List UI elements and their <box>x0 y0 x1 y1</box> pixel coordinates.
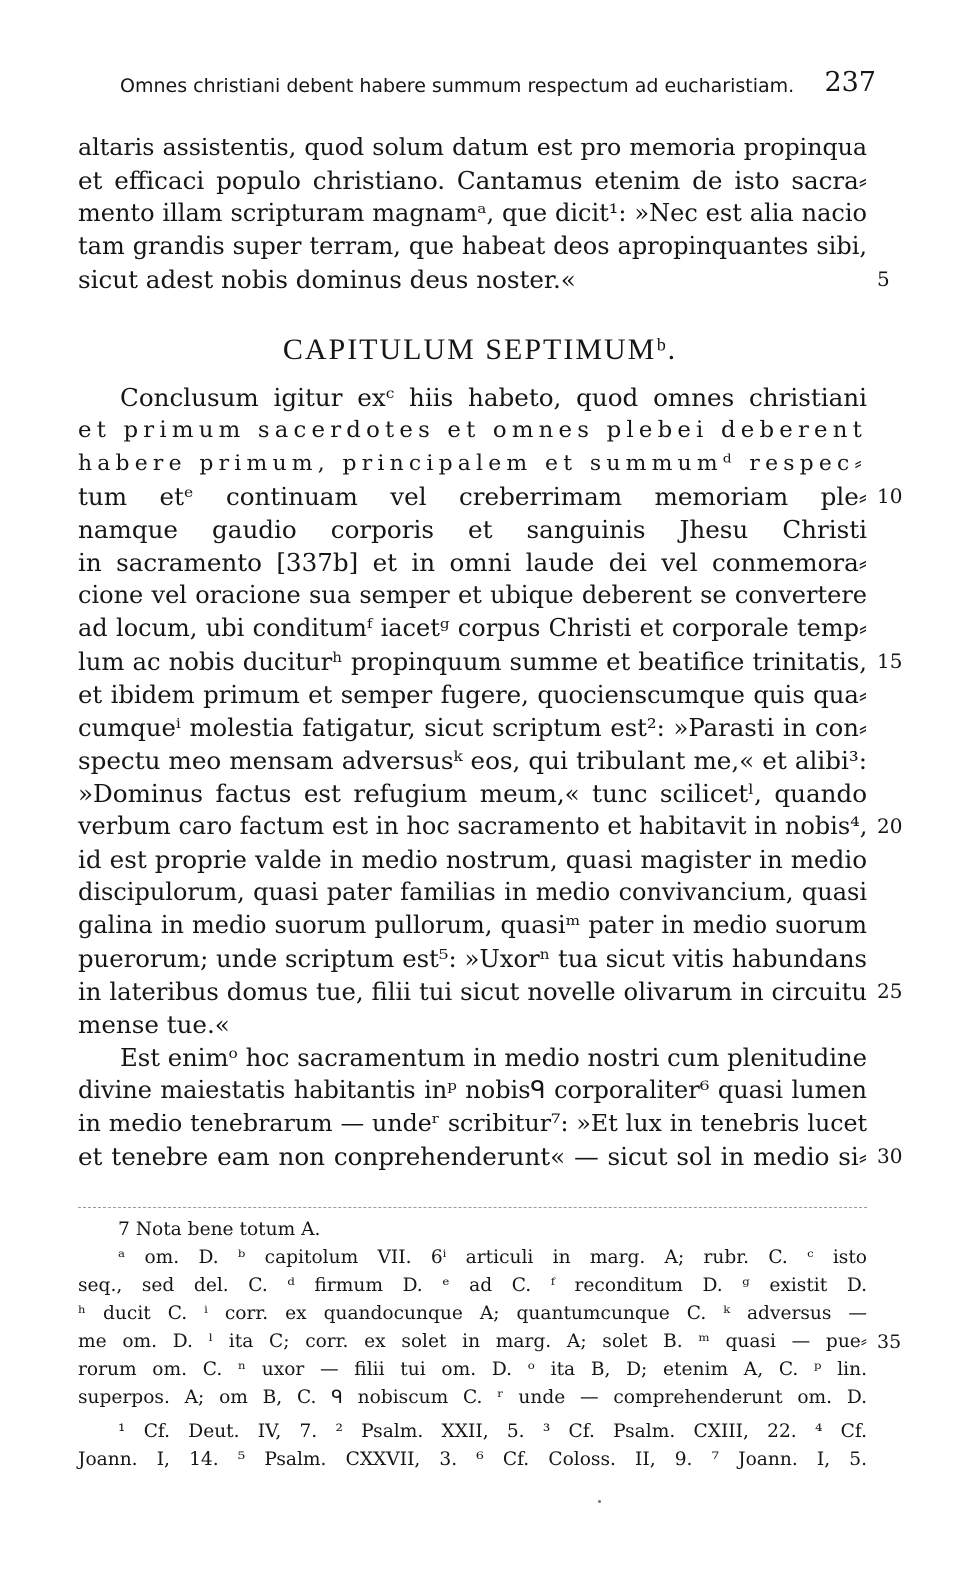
text-line: spectu meo mensam adversusᵏ eos, qui tribulant me,« et alibi³: <box>78 746 867 775</box>
running-head <box>120 68 880 104</box>
text-line: mense tue.« <box>78 1010 230 1039</box>
text-line: Conclusum igitur exᶜ hiis habeto, quod omnes christiani <box>120 383 867 412</box>
footnote-line: seq., sed del. C. ᵈ firmum D. ᵉ ad C. ᶠ reconditum D. ᵍ existit D. <box>78 1275 867 1296</box>
text-line: namque gaudio corporis et sanguinis Jhesu Christi <box>78 515 867 544</box>
text-line: et efficaci populo christiano. Cantamus etenim de isto sacra⸗ <box>78 166 867 195</box>
footnote-line: ʰ ducit C. ⁱ corr. ex quandocunque A; quantumcunque C. ᵏ adversus — <box>78 1303 867 1324</box>
line-number: 5 <box>877 267 890 291</box>
text-line: sicut adest nobis dominus deus noster.« <box>78 265 576 294</box>
text-line: »Dominus factus est refugium meum,« tunc scilicetˡ, quando <box>78 779 867 808</box>
text-line: Est enimᵒ hoc sacramentum in medio nostri cum plenitudine <box>120 1043 867 1072</box>
footnote-rule <box>78 1207 867 1208</box>
text-line: galina in medio suorum pullorum, quasiᵐ pater in medio suorum <box>78 911 867 939</box>
line-number: 35 <box>877 1331 902 1353</box>
footnote-line: ¹ Cf. Deut. IV, 7. ² Psalm. XXII, 5. ³ Cf. Psalm. CXIII, 22. ⁴ Cf. <box>118 1421 867 1442</box>
text-line: divine maiestatis habitantis inᵖ nobisᑫ corporaliter⁶ quasi lumen <box>78 1076 867 1104</box>
text-line: tam grandis super terram, que habeat deos apropinquantes sibi, <box>78 232 867 260</box>
text-line: cione vel oracione sua semper et ubique deberent se convertere <box>78 581 867 609</box>
footnote-line: superpos. A; om B, C. ᑫ nobiscum C. ʳ unde — comprehenderunt om. D. <box>78 1387 867 1408</box>
running-head-title: Omnes christiani debent habere summum respectum ad eucharistiam. <box>120 75 795 97</box>
text-line: mento illam scripturam magnamᵃ, que dicit¹: »Nec est alia nacio <box>78 199 867 227</box>
text-line: in sacramento [337b] et in omni laude dei vel conmemora⸗ <box>78 548 867 577</box>
text-line: in lateribus domus tue, filii tui sicut novelle olivarum in circuitu <box>78 977 867 1006</box>
footnote-line: me om. D. ˡ ita C; corr. ex solet in marg. A; solet B. ᵐ quasi — pue⸗ <box>78 1331 867 1352</box>
footnote-line: 7 Nota bene totum A. <box>118 1219 321 1240</box>
text-line: id est proprie valde in medio nostrum, quasi magister in medio <box>78 845 867 874</box>
paper-speck <box>598 1500 601 1503</box>
text-line: altaris assistentis, quod solum datum est pro memoria propinqua <box>78 133 867 161</box>
line-number: 15 <box>877 649 903 673</box>
text-line: verbum caro factum est in hoc sacramento et habitavit in nobis⁴, <box>78 812 868 840</box>
line-number: 10 <box>877 484 903 508</box>
footnote-line: rorum om. C. ⁿ uxor — filii tui om. D. ᵒ ita B, D; etenim A, C. ᵖ lin. <box>78 1359 867 1380</box>
text-line: tum etᵉ continuam vel creberrimam memoriam ple⸗ <box>78 482 867 511</box>
text-line: et primum sacerdotes et omnes plebei deberent <box>78 417 867 443</box>
chapter-heading: CAPITULUM SEPTIMUMᵇ. <box>282 333 678 366</box>
text-line: ad locum, ubi conditumᶠ iacetᵍ corpus Christi et corporale temp⸗ <box>78 614 867 642</box>
footnote-line: ᵃ om. D. ᵇ capitolum VII. 6ⁱ articuli in marg. A; rubr. C. ᶜ isto <box>118 1247 867 1268</box>
text-line: discipulorum, quasi pater familias in medio convivancium, quasi <box>78 878 867 906</box>
text-line: et tenebre eam non conprehenderunt« — sicut sol in medio si⸗ <box>78 1142 867 1171</box>
line-number: 20 <box>877 814 903 838</box>
text-line: et ibidem primum et semper fugere, quocienscumque quis qua⸗ <box>78 680 867 709</box>
text-line: lum ac nobis duciturʰ propinquum summe et beatifice trinitatis, <box>78 647 867 676</box>
footnote-line: Joann. I, 14. ⁵ Psalm. CXXVII, 3. ⁶ Cf. Coloss. II, 9. ⁷ Joann. I, 5. <box>78 1449 867 1470</box>
line-number: 25 <box>877 979 903 1003</box>
page-number: 237 <box>824 67 876 98</box>
line-number: 30 <box>877 1144 903 1168</box>
text-line: cumqueⁱ molestia fatigatur, sicut scriptum est²: »Parasti in con⸗ <box>78 713 867 742</box>
text-line: puerorum; unde scriptum est⁵: »Uxorⁿ tua sicut vitis habundans <box>78 944 867 973</box>
text-line: habere primum, principalem et summumᵈ respec⸗ <box>78 451 867 476</box>
text-line: in medio tenebrarum — undeʳ scribitur⁷: »Et lux in tenebris lucet <box>78 1109 867 1137</box>
